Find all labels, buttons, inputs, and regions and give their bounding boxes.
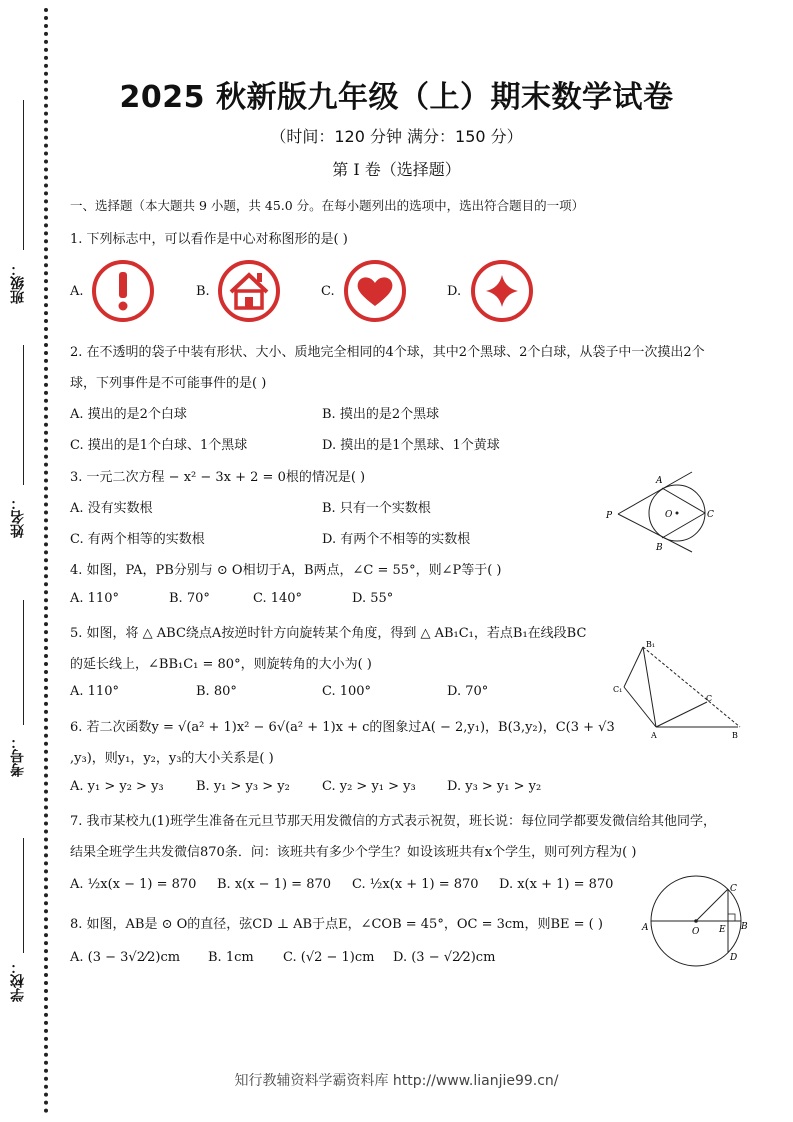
q4-label-a: A xyxy=(656,476,663,486)
question-6-stem-line2: ,y₃)，则y₁，y₂，y₃的大小关系是( ) xyxy=(70,751,274,766)
q4-label-o: O xyxy=(665,510,673,520)
question-3-stem: 3. 一元二次方程 − x² − 3x + 2 = 0根的情况是( ) xyxy=(70,470,366,485)
section-heading: 一、选择题（本大题共 9 小题，共 45.0 分。在每小题列出的选项中，选出符合题目的一项） xyxy=(70,198,585,213)
q8-option-b: B. 1cm xyxy=(208,950,254,965)
question-2-stem-line2: 球，下列事件是不可能事件的是( ) xyxy=(70,376,267,391)
question-5-stem-line1: 5. 如图，将 △ ABC绕点A按逆时针方向旋转某个角度，得到 △ AB₁C₁，若点B₁在线段BC xyxy=(70,626,587,641)
q7-option-a: A. ½x(x − 1) = 870 xyxy=(70,877,197,892)
q7-option-c: C. ½x(x + 1) = 870 xyxy=(352,877,479,892)
q6-option-a: A. y₁ > y₂ > y₃ xyxy=(70,779,164,794)
question-7-stem-line2: 结果全班学生共发微信870条．问：该班共有多少个学生？如设该班共有x个学生，则可列方程为( ) xyxy=(70,845,637,860)
q5-label-b1: B₁ xyxy=(646,640,656,649)
q2-option-c: C. 摸出的是1个白球、1个黑球 xyxy=(70,438,248,453)
q8-option-d: D. (3 − √2⁄2)cm xyxy=(393,950,496,965)
house-icon xyxy=(216,258,282,324)
class-label: 班级： xyxy=(10,262,26,304)
q3-option-d: D. 有两个不相等的实数根 xyxy=(322,532,471,547)
q4-label-c: C xyxy=(707,510,714,520)
q4-tangent-figure xyxy=(600,470,725,554)
q8-circle-figure xyxy=(638,874,758,974)
q2-option-d: D. 摸出的是1个黑球、1个黄球 xyxy=(322,438,500,453)
q6-option-b: B. y₁ > y₃ > y₂ xyxy=(196,779,290,794)
q5-option-d: D. 70° xyxy=(447,684,489,699)
question-8-stem: 8. 如图，AB是 ⊙ O的直径，弦CD ⊥ AB于点E，∠COB = 45°，OC = 3cm，则BE = ( ) xyxy=(70,917,603,932)
q8-option-c: C. (√2 − 1)cm xyxy=(283,950,375,965)
exam-no-label: 考号： xyxy=(10,735,26,777)
volume-heading: 第 I 卷（选择题） xyxy=(332,160,461,179)
name-underline xyxy=(23,345,24,485)
exam-subtitle: （时间：120 分钟 满分：150 分） xyxy=(270,127,523,146)
q8-label-e: E xyxy=(719,925,726,935)
q5-label-b: B xyxy=(732,731,738,740)
q5-option-a: A. 110° xyxy=(70,684,119,699)
question-1-stem: 1. 下列标志中，可以看作是中心对称图形的是( ) xyxy=(70,232,348,247)
page-title: 2025 秋新版九年级（上）期末数学试卷 xyxy=(119,80,674,115)
q5-option-c: C. 100° xyxy=(322,684,372,699)
q8-label-o: O xyxy=(692,927,700,937)
q6-option-c: C. y₂ > y₁ > y₃ xyxy=(322,779,416,794)
school-underline xyxy=(23,838,24,953)
footer-watermark[interactable]: 知行教辅资料学霸资料库 http://www.lianjie99.cn/ xyxy=(234,1073,559,1089)
q2-option-b: B. 摸出的是2个黑球 xyxy=(322,407,440,422)
q3-option-a: A. 没有实数根 xyxy=(70,501,153,516)
q4-option-a: A. 110° xyxy=(70,591,119,606)
q2-option-a: A. 摸出的是2个白球 xyxy=(70,407,187,422)
question-4-stem: 4. 如图，PA，PB分别与 ⊙ O相切于A，B两点，∠C = 55°，则∠P等于( ) xyxy=(70,563,502,578)
q1-option-b-label: B. xyxy=(196,284,210,299)
exclamation-icon xyxy=(90,258,156,324)
q5-option-b: B. 80° xyxy=(196,684,237,699)
q5-rotation-figure xyxy=(610,637,745,742)
q8-label-d: D xyxy=(730,953,738,963)
heart-icon xyxy=(342,258,408,324)
four-point-star-icon xyxy=(469,258,535,324)
q7-option-d: D. x(x + 1) = 870 xyxy=(499,877,614,892)
q8-label-c: C xyxy=(730,884,737,894)
school-label: 学校： xyxy=(10,960,26,1002)
q4-option-c: C. 140° xyxy=(253,591,303,606)
question-2-stem-line1: 2. 在不透明的袋子中装有形状、大小、质地完全相同的4个球，其中2个黑球、2个白球，从袋子中一次摸出2个 xyxy=(70,345,705,360)
q8-option-a: A. (3 − 3√2⁄2)cm xyxy=(70,950,181,965)
q4-label-b: B xyxy=(656,543,663,553)
question-6-stem-line1: 6. 若二次函数y = √(a² + 1)x² − 6√(a² + 1)x + c的图象过A( − 2,y₁)，B(3,y₂)，C(3 + √3 xyxy=(70,720,615,735)
q4-label-p: P xyxy=(606,511,613,521)
q3-option-c: C. 有两个相等的实数根 xyxy=(70,532,205,547)
q1-option-d-label: D. xyxy=(447,284,462,299)
q6-option-d: D. y₃ > y₁ > y₂ xyxy=(447,779,542,794)
q5-label-a: A xyxy=(651,731,657,740)
q1-option-c-label: C. xyxy=(321,284,335,299)
exam-no-underline xyxy=(23,600,24,725)
question-7-stem-line1: 7. 我市某校九(1)班学生准备在元旦节那天用发微信的方式表示祝贺，班长说：每位同学都要发微信给其他同学， xyxy=(70,814,716,829)
q5-label-c1: C₁ xyxy=(613,685,623,694)
q8-label-b: B xyxy=(741,922,748,932)
q3-option-b: B. 只有一个实数根 xyxy=(322,501,431,516)
name-label: 姓名： xyxy=(10,496,26,538)
question-5-stem-line2: 的延长线上，∠BB₁C₁ = 80°，则旋转角的大小为( ) xyxy=(70,657,372,672)
q8-label-a: A xyxy=(642,923,649,933)
q5-label-c: C xyxy=(706,694,713,703)
q4-option-d: D. 55° xyxy=(352,591,394,606)
q4-option-b: B. 70° xyxy=(169,591,210,606)
q7-option-b: B. x(x − 1) = 870 xyxy=(217,877,332,892)
q1-option-a-label: A. xyxy=(70,284,84,299)
